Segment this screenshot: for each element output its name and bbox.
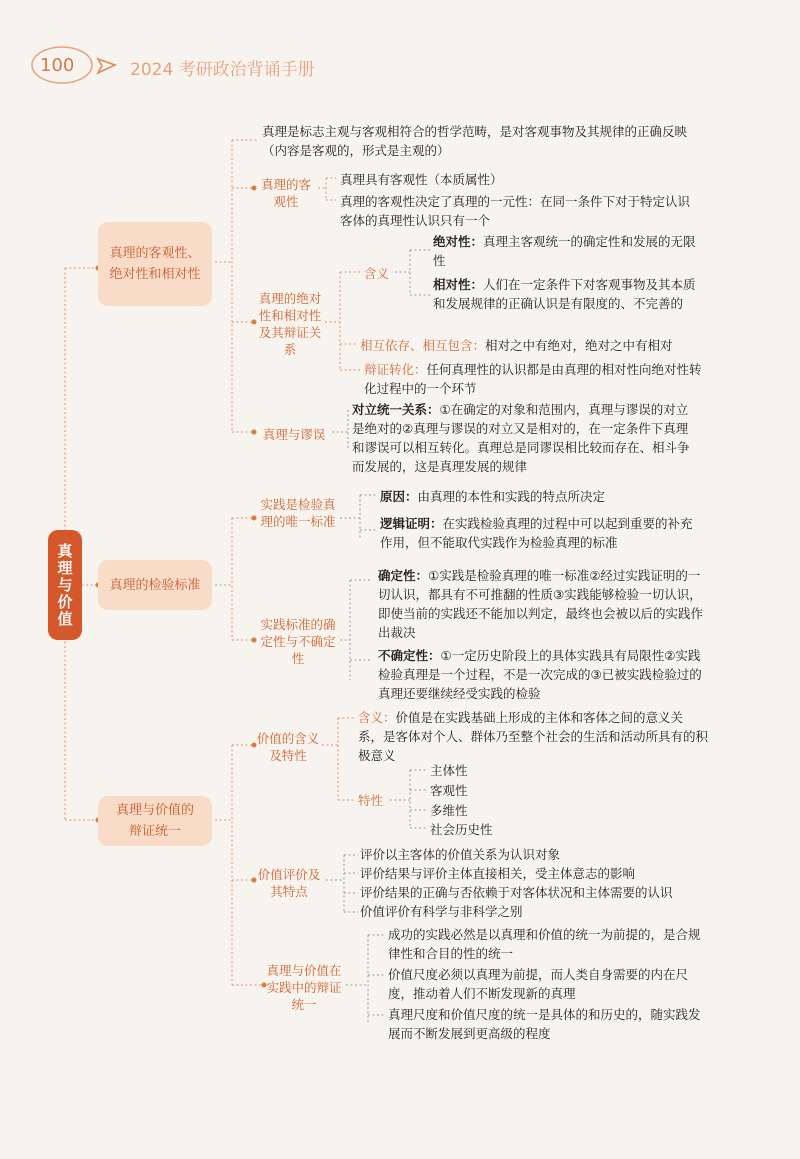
branch-truth-value-unity: 真理与价值的辩证统一 [98,796,212,846]
unity-item: 成功的实践必然是以真理和价值的统一为前提的，是合规律性和合目的性的统一 [388,927,701,961]
uncertainty-text: 不确定性：①一定历史阶段上的具体实践具有局限性②实践检验真理是一个过程，不是一次完成的③已被实践检验过的真理还要继续经受实践的检验 [378,648,702,701]
value-evaluation-label: 价值评价及其特点 [257,867,321,899]
root-node: 真理与价值 [48,530,82,640]
meaning-label: 含义 [364,266,390,281]
criterion-reason: 原因：由真理的本性和实践的特点所决定 [380,489,606,504]
dialectic-transformation: 辩证转化：任何真理性的认识都是由真理的相对性向绝对性转化过程中的一个环节 [364,362,702,396]
truth-definition: 真理是标志主观与客观相符合的哲学范畴，是对客观事物及其规律的正确反映（内容是客观的，形式是主观的） [262,124,688,158]
truth-dialectic-label: 真理的绝对性和相对性及其辩证关系 [258,291,322,357]
truth-error-text: 对立统一关系：①在确定的对象和范围内，真理与谬误的对立是绝对的②真理与谬误的对立又是相对的，在一定条件下真理和谬误可以相互转化。真理总是同谬误相比较而存在、相斗争而发展的，这是真理发展的规律 [352,402,690,474]
value-meaning: 含义：价值是在实践基础上形成的主体和客体之间的意义关系，是客体对个人、群体乃至整个社会的生活和活动所具有的积极意义 [358,710,709,763]
page-number: 100 [40,55,75,76]
practice-unity-label: 真理与价值在实践中的辩证统一 [266,963,342,1012]
evaluation-item: 评价结果的正确与否依赖于对客体状况和主体需要的认识 [360,885,673,900]
trait-item: 客观性 [430,783,468,798]
value-meaning-traits-label: 价值的含义及特性 [256,731,320,763]
branch-truth-criterion: 真理的检验标准 [98,560,212,610]
value-traits-label: 特性 [358,793,384,808]
relativity: 相对性：人们在一定条件下对客观事物及其本质和发展规律的正确认识是有限度的、不完善的 [433,277,696,311]
evaluation-item: 评价以主客体的价值关系为认识对象 [360,847,561,862]
objectivity-item-2: 真理的客观性决定了真理的一元性：在同一条件下对于特定认识客体的真理性认识只有一个 [340,194,691,228]
unity-item: 价值尺度必须以真理为前提，而人类自身需要的内在尺度，推动着人们不断发现新的真理 [388,967,689,1001]
evaluation-item: 评价结果与评价主体直接相关，受主体意志的影响 [360,866,636,881]
branch-truth-properties: 真理的客观性、绝对性和相对性 [98,222,212,306]
practice-sole-criterion-label: 实践是检验真理的唯一标准 [260,497,336,529]
absoluteness: 绝对性：真理主客观统一的确定性和发展的无限性 [433,234,696,268]
truth-objectivity-label: 真理的客观性 [260,177,311,209]
objectivity-item-1: 真理具有客观性（本质属性） [340,172,503,187]
trait-item: 主体性 [430,763,468,778]
evaluation-item: 价值评价有科学与非科学之别 [360,904,523,919]
truth-error-label: 真理与谬误 [262,427,326,442]
book-title: 2024 考研政治背诵手册 [130,60,315,80]
unity-item: 真理尺度和价值尺度的统一是具体的和历史的，随实践发展而不断发展到更高级的程度 [388,1007,701,1041]
interdependence: 相互依存、相互包含：相对之中有绝对，绝对之中有相对 [360,338,673,353]
trait-item: 社会历史性 [430,822,493,837]
certainty-text: 确定性：①实践是检验真理的唯一标准②经过实践证明的一切认识，都具有不可推翻的性质③实践能够检验一切认识，即使当前的实践还不能加以判定，最终也会被以后的实践作出裁决 [378,568,704,640]
trait-item: 多维性 [430,803,468,818]
certainty-label: 实践标准的确定性与不确定性 [260,617,336,666]
logic-proof: 逻辑证明：在实践检验真理的过程中可以起到重要的补充作用，但不能取代实践作为检验真理的标准 [380,516,693,550]
